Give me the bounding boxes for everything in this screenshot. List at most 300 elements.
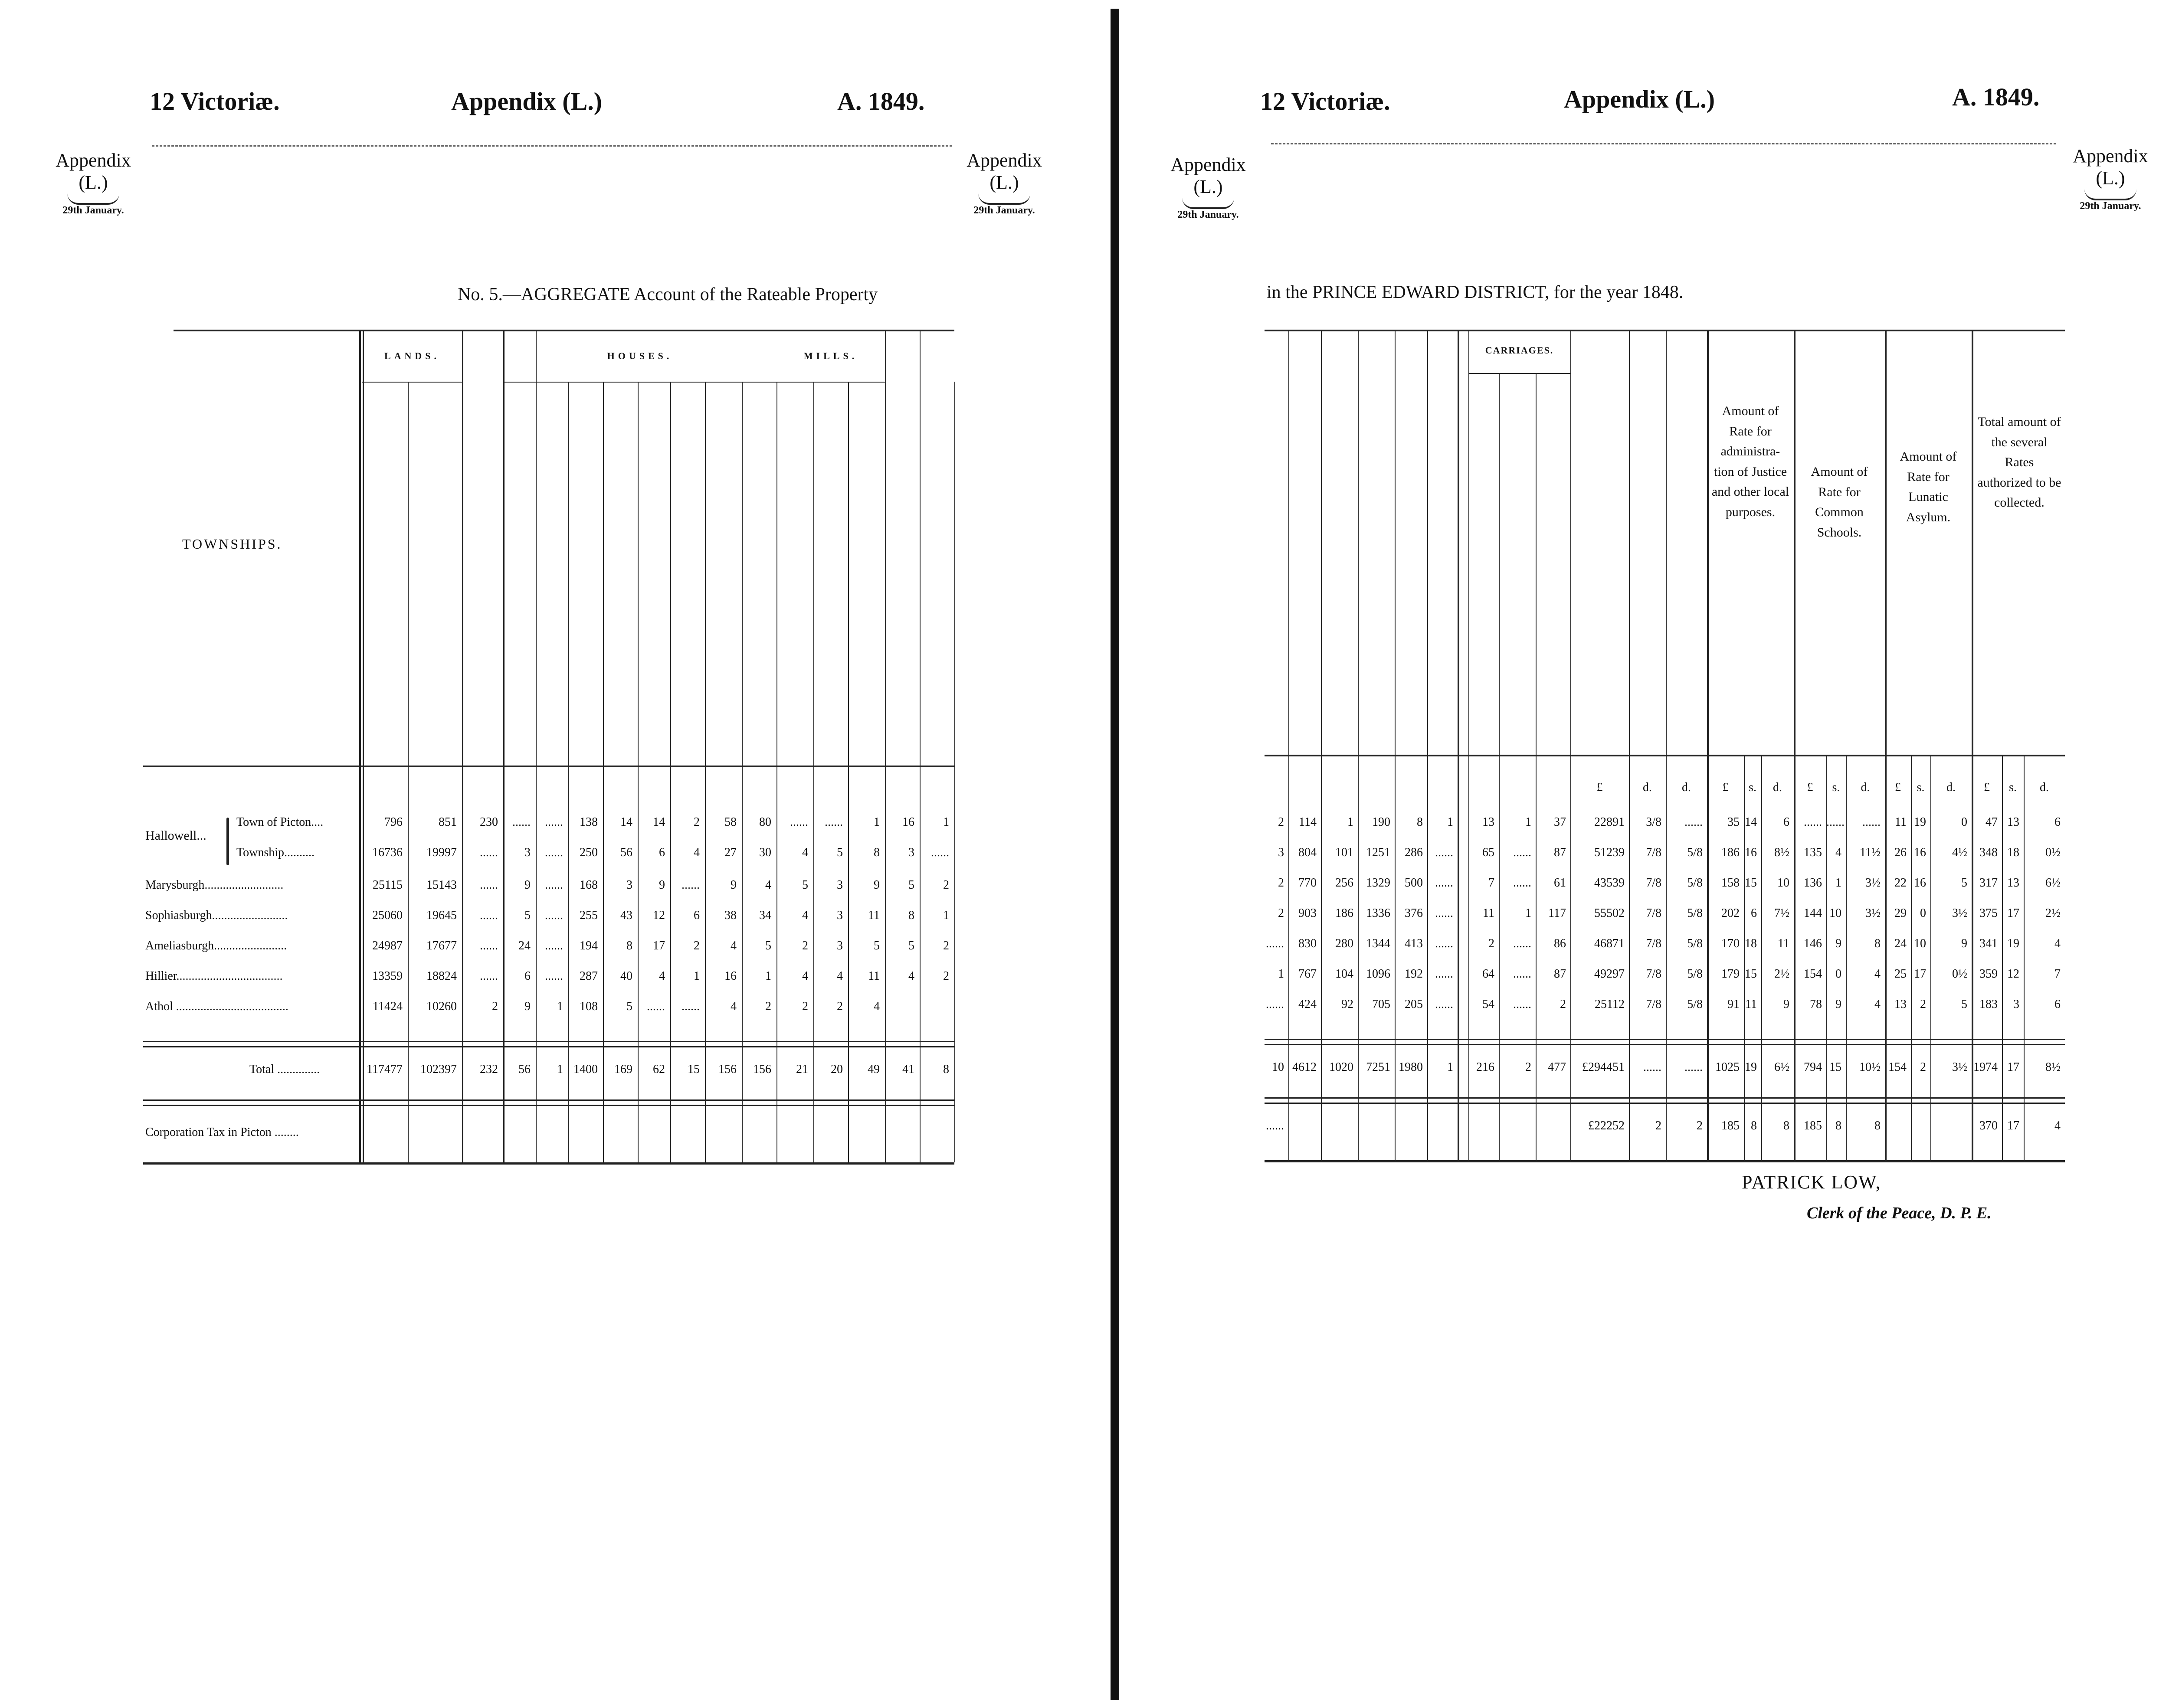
right-header-appendix: Appendix (L.) [1564,85,1715,113]
table-cell: ...... [480,969,498,983]
table-cell: 0 [1835,967,1841,981]
table-cell: ...... [1513,846,1531,859]
total-cell: 62 [653,1063,665,1076]
table-cell: 767 [1298,967,1317,981]
table-cell: ...... [931,846,949,859]
table-cell: 5 [1961,998,1967,1011]
column-rule [1427,330,1428,1160]
table-cell: 4 [908,969,914,983]
table-cell: 1 [1447,815,1453,829]
table-cell: ...... [1435,906,1453,920]
unit-label: £ [1984,781,1990,794]
table-cell: 5 [908,878,914,892]
table-cell: 9 [731,878,737,892]
table-cell: 7/8 [1646,937,1661,950]
total-cell: 4612 [1292,1060,1317,1074]
margin-appendix: Appendix [967,150,1042,171]
table-cell: 5/8 [1687,967,1703,981]
table-cell: 4 [731,939,737,952]
unit-label: s. [2009,781,2017,794]
table-cell: 51239 [1594,846,1625,859]
table-cell: 146 [1804,937,1822,950]
unit-label: £ [1722,781,1729,794]
column-rule [1358,330,1359,1160]
table-cell: 186 [1721,846,1740,859]
table-cell: 3 [524,846,531,859]
table-cell: 18 [1745,937,1757,950]
table-cell: 2 [492,1000,498,1013]
mills-group-header: MILLS. [803,350,858,361]
column-rule [1288,330,1289,1160]
table-cell: ...... [545,969,563,983]
table-rule [143,1041,954,1042]
table-cell: 10 [1777,876,1789,890]
corporation-cell: 185 [1804,1119,1822,1132]
table-cell: 10 [1829,906,1841,920]
township-row-name: Athol ..................................... [145,1000,288,1013]
total-cell: 102397 [420,1063,457,1076]
table-cell: 11 [1483,906,1494,920]
table-cell: 9 [524,1000,531,1013]
table-cell: 250 [580,846,598,859]
table-cell: 87 [1554,846,1566,859]
table-cell: 5 [524,909,531,922]
unit-label: £ [1596,781,1603,794]
table-cell: 194 [580,939,598,952]
justice-amount-header: Amount of Rate for administra- tion of Justice and other local purposes. [1711,404,1789,519]
table-rule [143,1099,954,1101]
corporation-cell: 370 [1979,1119,1998,1132]
corporation-cell: 8 [1835,1119,1841,1132]
table-cell: 5 [765,939,771,952]
table-cell: 770 [1298,876,1317,890]
left-margin-note-right [959,150,1050,217]
table-cell: ...... [1804,815,1822,829]
lands-group-header: LANDS. [384,350,440,361]
table-cell: ...... [480,939,498,952]
hallowell-label: Hallowell... [145,828,206,843]
table-cell: 286 [1405,846,1423,859]
table-cell: 4 [802,969,808,983]
column-rule [920,330,921,1162]
table-cell: 47 [1986,815,1998,829]
table-cell: 287 [580,969,598,983]
table-cell: 14 [1745,815,1757,829]
table-cell: ...... [545,815,563,829]
table-cell: 4 [802,909,808,922]
table-cell: 13 [1482,815,1494,829]
table-cell: ...... [480,846,498,859]
table-cell: 1 [943,909,949,922]
column-rule [1499,373,1500,1160]
column-rule [1972,330,1973,1160]
table-cell: 2 [1278,906,1284,920]
column-rule [568,382,569,1162]
table-cell: 40 [620,969,632,983]
table-cell: 8½ [1774,846,1789,859]
table-cell: 1 [1525,815,1531,829]
table-cell: 4 [694,846,700,859]
table-rule [1468,373,1570,374]
lunatic-amount-header: Amount of Rate for Lunatic Asylum. [1900,449,1957,524]
table-cell: 2 [943,939,949,952]
total-cell: 169 [614,1063,632,1076]
townships-header: TOWNSHIPS. [182,536,282,552]
table-cell: 830 [1298,937,1317,950]
table-cell: ...... [1435,876,1453,890]
table-cell: 179 [1721,967,1740,981]
table-cell: 19 [2007,937,2019,950]
corporation-row-label: Corporation Tax in Picton ........ [145,1126,299,1139]
column-rule [954,382,955,1162]
table-cell: 3 [837,909,843,922]
column-rule [848,382,849,1162]
table-cell: 0½ [2045,846,2061,859]
total-cell: 2 [1920,1060,1926,1074]
column-rule [536,330,537,1162]
table-cell: 24 [1894,937,1907,950]
column-rule [1570,330,1571,1160]
table-cell: 34 [759,909,771,922]
table-rule [143,1162,954,1165]
table-cell: 5/8 [1687,998,1703,1011]
table-cell: 202 [1721,906,1740,920]
table-cell: ...... [480,878,498,892]
table-cell: 376 [1405,906,1423,920]
total-cell: 21 [796,1063,808,1076]
township-row-name: Township.......... [236,846,315,859]
table-cell: ...... [1513,937,1531,950]
table-cell: 80 [759,815,771,829]
table-cell: 6 [2054,815,2061,829]
column-rule [742,382,743,1162]
table-cell: 154 [1804,967,1822,981]
table-cell: 1 [1525,906,1531,920]
table-cell: 27 [724,846,737,859]
brace-icon [978,193,1030,205]
table-rule [174,330,954,331]
total-cell: 10½ [1859,1060,1881,1074]
table-cell: 6 [694,909,700,922]
table-cell: 205 [1405,998,1423,1011]
column-rule [503,330,505,1162]
total-cell: 1980 [1399,1060,1423,1074]
total-cell: 15 [688,1063,700,1076]
corporation-cell: 8 [1783,1119,1789,1132]
table-cell: 7/8 [1646,876,1661,890]
table-cell: 104 [1335,967,1353,981]
table-rule [143,766,954,767]
table-cell: 12 [2007,967,2019,981]
table-cell: 24 [518,939,531,952]
table-cell: 7 [1488,876,1494,890]
total-cell: ...... [1643,1060,1661,1074]
table-rule [1265,755,2065,756]
unit-label: d. [1946,781,1956,794]
table-cell: 16736 [372,846,403,859]
table-cell: 61 [1554,876,1566,890]
table-cell: ...... [1862,815,1881,829]
table-cell: 3 [837,939,843,952]
table-cell: 705 [1372,998,1390,1011]
table-cell: 15143 [426,878,457,892]
table-cell: 11 [868,909,880,922]
total-cell: 19 [1745,1060,1757,1074]
total-cell: 154 [1888,1060,1907,1074]
table-cell: 2 [1278,876,1284,890]
table-cell: 29 [1894,906,1907,920]
table-cell: 19997 [426,846,457,859]
table-cell: 25 [1894,967,1907,981]
unit-label: d. [1861,781,1870,794]
table-cell: 348 [1979,846,1998,859]
table-cell: 86 [1554,937,1566,950]
total-cell: 232 [480,1063,498,1076]
total-cell: 1 [557,1063,563,1076]
table-cell: 903 [1298,906,1317,920]
table-cell: 158 [1721,876,1740,890]
table-cell: 5/8 [1687,937,1703,950]
table-cell: ...... [1513,967,1531,981]
table-cell: 5 [802,878,808,892]
table-cell: 9 [524,878,531,892]
table-cell: 15 [1745,967,1757,981]
table-cell: 5 [626,1000,632,1013]
brace-icon [67,193,119,205]
total-cell: 20 [831,1063,843,1076]
table-rule [143,1105,954,1106]
table-cell: 1 [1347,815,1353,829]
table-cell: 7 [2054,967,2061,981]
column-rule [1794,330,1795,1160]
table-cell: 6½ [2045,876,2061,890]
table-cell: 19645 [426,909,457,922]
table-cell: ...... [512,815,531,829]
table-cell: 170 [1721,937,1740,950]
table-cell: 17 [2007,906,2019,920]
table-cell: 9 [1783,998,1789,1011]
book-spine [1111,9,1119,1700]
left-header-rule [152,145,952,147]
table-cell: 25112 [1595,998,1625,1011]
total-cell: 156 [753,1063,771,1076]
table-cell: 56 [620,846,632,859]
table-cell: 5/8 [1687,876,1703,890]
unit-label: d. [1773,781,1782,794]
township-row-name: Town of Picton.... [236,815,324,829]
table-cell: ...... [1435,846,1453,859]
table-cell: 8 [626,939,632,952]
table-cell: ...... [545,939,563,952]
table-cell: 16 [724,969,737,983]
margin-l: (L.) [989,171,1019,193]
table-cell: 1 [765,969,771,983]
table-cell: 8 [874,846,880,859]
table-cell: ...... [545,878,563,892]
total-cell: 1400 [573,1063,598,1076]
right-table-title: in the PRINCE EDWARD DISTRICT, for the year 1848. [1267,282,1684,302]
table-cell: 3 [908,846,914,859]
table-cell: 3 [2013,998,2019,1011]
brace-icon [1182,198,1234,209]
total-cell: 8½ [2045,1060,2061,1074]
table-cell: 24987 [372,939,403,952]
table-cell: 19 [1914,815,1926,829]
table-cell: 6 [659,846,665,859]
table-cell: 280 [1335,937,1353,950]
table-cell: 5 [874,939,880,952]
table-cell: 136 [1804,876,1822,890]
column-rule [603,382,604,1162]
table-cell: 12 [653,909,665,922]
table-cell: 38 [724,909,737,922]
table-cell: 168 [580,878,598,892]
table-cell: 17677 [426,939,457,952]
table-cell: 7½ [1774,906,1789,920]
table-cell: ...... [790,815,808,829]
table-cell: 5 [837,846,843,859]
table-cell: 25115 [373,878,403,892]
corporation-cell: 2 [1655,1119,1661,1132]
table-cell: 43 [620,909,632,922]
table-cell: 11424 [373,1000,403,1013]
table-cell: 1 [943,815,949,829]
right-margin-note-left [1163,154,1254,221]
table-cell: 114 [1299,815,1317,829]
table-cell: 26 [1894,846,1907,859]
table-cell: 22891 [1594,815,1625,829]
table-cell: 6 [2054,998,2061,1011]
table-cell: 16 [902,815,914,829]
table-cell: 13 [2007,815,2019,829]
table-cell: 3 [626,878,632,892]
table-cell: 359 [1979,967,1998,981]
right-header-year: A. 1849. [1952,83,2040,111]
margin-appendix: Appendix [2073,145,2148,167]
table-cell: 25060 [372,909,403,922]
table-cell: ...... [1513,998,1531,1011]
table-cell: 117 [1548,906,1566,920]
table-cell: 2 [943,969,949,983]
table-cell: ...... [681,1000,700,1013]
signature-title: Clerk of the Peace, D. P. E. [1807,1204,1992,1222]
margin-date: 29th January. [973,205,1035,216]
table-cell: 8 [1417,815,1423,829]
table-cell: 1 [694,969,700,983]
unit-label: £ [1807,781,1813,794]
total-cell: 56 [518,1063,531,1076]
table-rule [362,382,462,383]
table-cell: 4 [659,969,665,983]
table-cell: 4 [765,878,771,892]
unit-label: d. [1682,781,1691,794]
table-cell: 2½ [2045,906,2061,920]
total-cell: ...... [1684,1060,1703,1074]
schools-amount-header: Amount of Rate for Common Schools. [1811,465,1868,540]
table-cell: 9 [874,878,880,892]
table-cell: 2 [802,939,808,952]
corporation-cell: 4 [2054,1119,2061,1132]
table-cell: 6 [1751,906,1757,920]
table-cell: 1 [874,815,880,829]
table-cell: 230 [480,815,498,829]
table-cell: 2 [694,939,700,952]
table-cell: 9 [659,878,665,892]
table-cell: 10260 [426,1000,457,1013]
total-cell: 794 [1804,1060,1822,1074]
table-cell: 341 [1979,937,1998,950]
table-rule [1265,1097,2065,1099]
table-cell: 64 [1482,967,1494,981]
margin-l: (L.) [79,171,108,193]
table-cell: ...... [545,846,563,859]
table-cell: 4 [731,1000,737,1013]
table-cell: 2 [765,1000,771,1013]
table-cell: 375 [1979,906,1998,920]
table-cell: 65 [1482,846,1494,859]
table-cell: 9 [1835,998,1841,1011]
column-rule [1321,330,1322,1160]
left-header-victoria: 12 Victoriæ. [150,87,280,115]
table-cell: 1344 [1366,937,1390,950]
margin-appendix: Appendix [56,150,131,171]
table-cell: 101 [1335,846,1353,859]
table-cell: 18824 [426,969,457,983]
total-row-label: Total .............. [249,1063,320,1076]
total-cell: 15 [1829,1060,1841,1074]
table-cell: 2 [802,1000,808,1013]
table-cell: 55502 [1594,906,1625,920]
unit-label: d. [2040,781,2049,794]
column-rule [1536,373,1537,1160]
table-cell: 804 [1298,846,1317,859]
unit-label: d. [1643,781,1652,794]
right-header-victoria: 12 Victoriæ. [1260,87,1390,115]
table-cell: ...... [1435,937,1453,950]
table-cell: 1 [1278,967,1284,981]
table-cell: 796 [384,815,403,829]
township-row-name: Sophiasburgh......................... [145,909,288,922]
table-cell: 8 [908,909,914,922]
table-cell: 3½ [1865,906,1881,920]
corporation-cell: ...... [1266,1119,1284,1132]
total-cell: £294451 [1582,1060,1625,1074]
table-cell: 7/8 [1646,846,1661,859]
table-rule [777,382,885,383]
table-cell: 78 [1810,998,1822,1011]
table-cell: ...... [1826,815,1845,829]
table-cell: 190 [1372,815,1390,829]
table-cell: 4 [874,1000,880,1013]
table-cell: 5 [908,939,914,952]
signature-name: PATRICK LOW, [1742,1171,1881,1193]
table-cell: 5 [1961,876,1967,890]
left-table-title: No. 5.—AGGREGATE Account of the Rateable Property [458,285,878,304]
total-cell: 117477 [367,1063,403,1076]
table-cell: 3½ [1865,876,1881,890]
table-rule [1265,1103,2065,1104]
column-rule [1707,330,1709,1160]
table-cell: 22 [1894,876,1907,890]
table-cell: 7/8 [1646,906,1661,920]
table-cell: 500 [1405,876,1423,890]
right-margin-note-right [2065,145,2156,213]
table-cell: 2 [694,815,700,829]
total-cell: 1 [1447,1060,1453,1074]
unit-label: £ [1895,781,1901,794]
corporation-cell: 8 [1874,1119,1881,1132]
table-cell: 2 [1278,815,1284,829]
